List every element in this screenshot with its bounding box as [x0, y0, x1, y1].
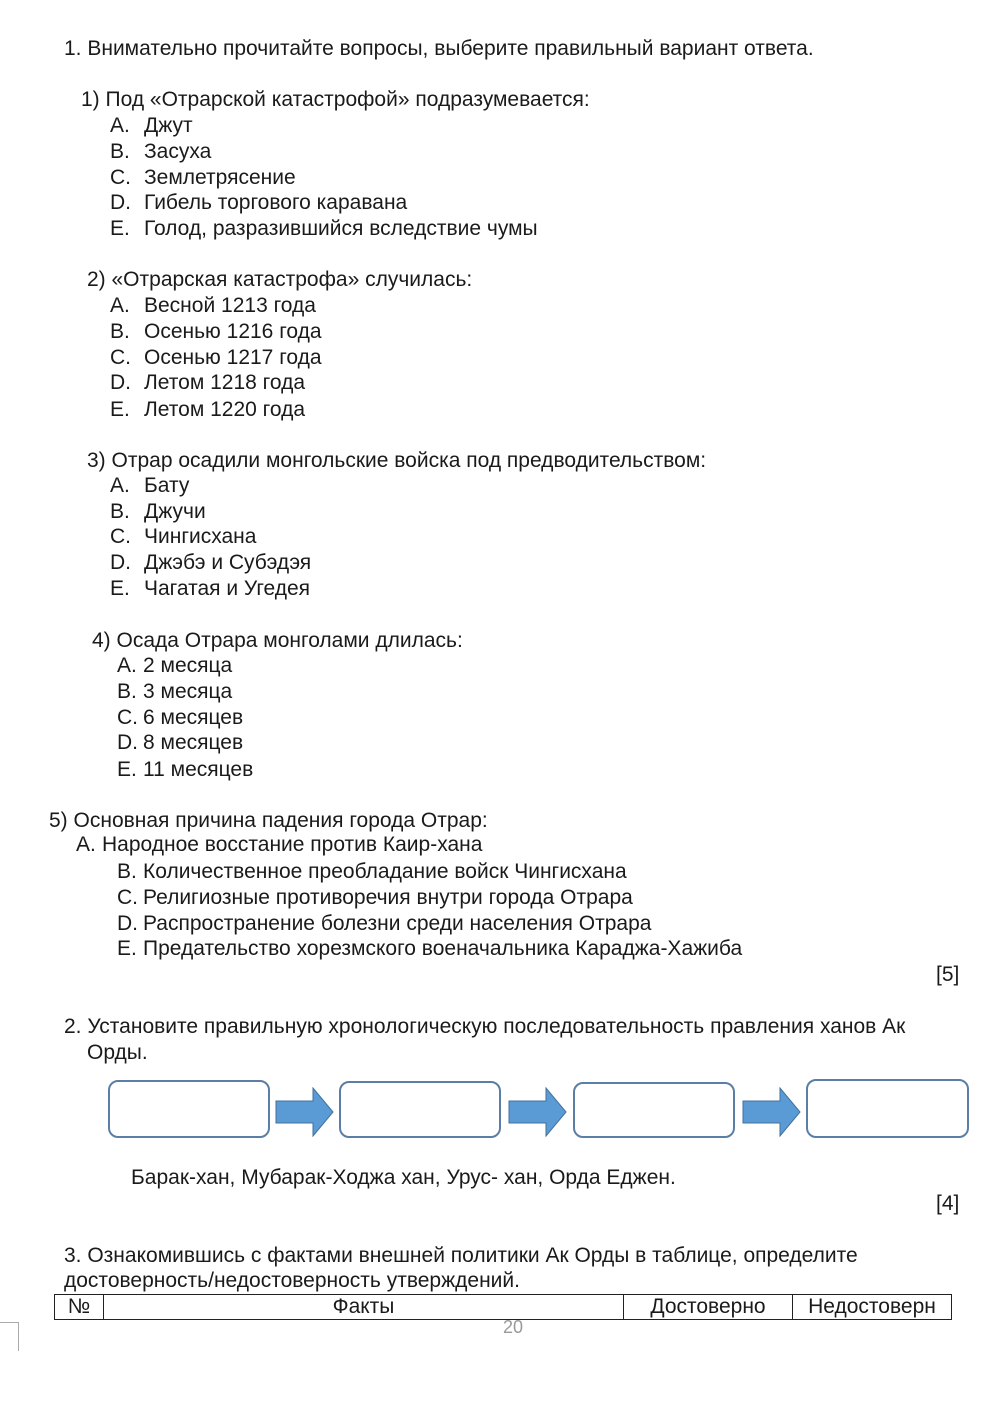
- option[interactable]: D. 8 месяцев: [117, 731, 244, 754]
- option[interactable]: A. Народное восстание против Каир-хана: [76, 833, 483, 856]
- question-3: 3) Отрар осадили монгольские войска под предводительством:: [87, 449, 707, 472]
- option[interactable]: D. Распространение болезни среди населения Отрара: [117, 912, 652, 935]
- option[interactable]: B. Осенью 1216 года: [110, 320, 322, 343]
- option[interactable]: C. Чингисхана: [110, 525, 257, 548]
- answer-box-3[interactable]: [573, 1082, 735, 1138]
- answer-box-2[interactable]: [339, 1081, 501, 1138]
- option[interactable]: E. 11 месяцев: [117, 758, 254, 781]
- option[interactable]: D. Гибель торгового каравана: [110, 191, 408, 214]
- arrow-right-icon: [508, 1087, 568, 1137]
- task2-options: Барак-хан, Мубарак-Ходжа хан, Урус- хан, Орда Еджен.: [131, 1166, 676, 1189]
- option[interactable]: C. Религиозные противоречия внутри города Отрара: [117, 886, 633, 909]
- option[interactable]: A. Бату: [110, 474, 190, 497]
- task2-score: [4]: [936, 1192, 960, 1215]
- task1-score: [5]: [936, 963, 960, 986]
- arrow-right-icon: [275, 1087, 335, 1137]
- task1-heading: 1. Внимательно прочитайте вопросы, выберите правильный вариант ответа.: [64, 37, 814, 60]
- option[interactable]: E. Предательство хорезмского военачальника Караджа-Хажиба: [117, 937, 743, 960]
- task3-heading-cont: достоверность/недостоверность утверждений.: [64, 1269, 520, 1292]
- page-number: 20: [503, 1317, 524, 1337]
- option[interactable]: A. Джут: [110, 114, 193, 137]
- option[interactable]: A. Весной 1213 года: [110, 294, 316, 317]
- option[interactable]: B. Количественное преобладание войск Чингисхана: [117, 860, 627, 883]
- option[interactable]: B. Джучи: [110, 500, 206, 523]
- page-corner-mark: [0, 1322, 19, 1351]
- question-5: 5) Основная причина падения города Отрар:: [49, 809, 488, 832]
- task2-heading: 2. Установите правильную хронологическую последовательность правления ханов Ак: [64, 1015, 906, 1038]
- col-header-number: №: [55, 1295, 104, 1320]
- option[interactable]: B. 3 месяца: [117, 680, 233, 703]
- col-header-true: Достоверно: [624, 1295, 793, 1320]
- option[interactable]: C. Осенью 1217 года: [110, 346, 322, 369]
- option[interactable]: B. Засуха: [110, 140, 212, 163]
- task2-heading-cont: Орды.: [87, 1041, 148, 1064]
- option[interactable]: D. Летом 1218 года: [110, 371, 305, 394]
- option[interactable]: C. Землетрясение: [110, 166, 296, 189]
- answer-box-4[interactable]: [806, 1079, 969, 1138]
- arrow-right-icon: [742, 1087, 802, 1137]
- question-2: 2) «Отрарская катастрофа» случилась:: [87, 268, 473, 291]
- option[interactable]: A. 2 месяца: [117, 654, 233, 677]
- col-header-false: Недостоверн: [793, 1295, 952, 1320]
- question-1: 1) Под «Отрарской катастрофой» подразумевается:: [81, 88, 590, 111]
- answer-box-1[interactable]: [108, 1080, 270, 1138]
- option[interactable]: C. 6 месяцев: [117, 706, 244, 729]
- option[interactable]: E. Голод, разразившийся вследствие чумы: [110, 217, 538, 240]
- option[interactable]: E. Чагатая и Угедея: [110, 577, 311, 600]
- option[interactable]: D. Джэбэ и Субэдэя: [110, 551, 312, 574]
- option[interactable]: E. Летом 1220 года: [110, 398, 305, 421]
- col-header-facts: Факты: [104, 1295, 624, 1320]
- question-4: 4) Осада Отрара монголами длилась:: [92, 629, 463, 652]
- task3-heading: 3. Ознакомившись с фактами внешней политики Ак Орды в таблице, определите: [64, 1244, 858, 1267]
